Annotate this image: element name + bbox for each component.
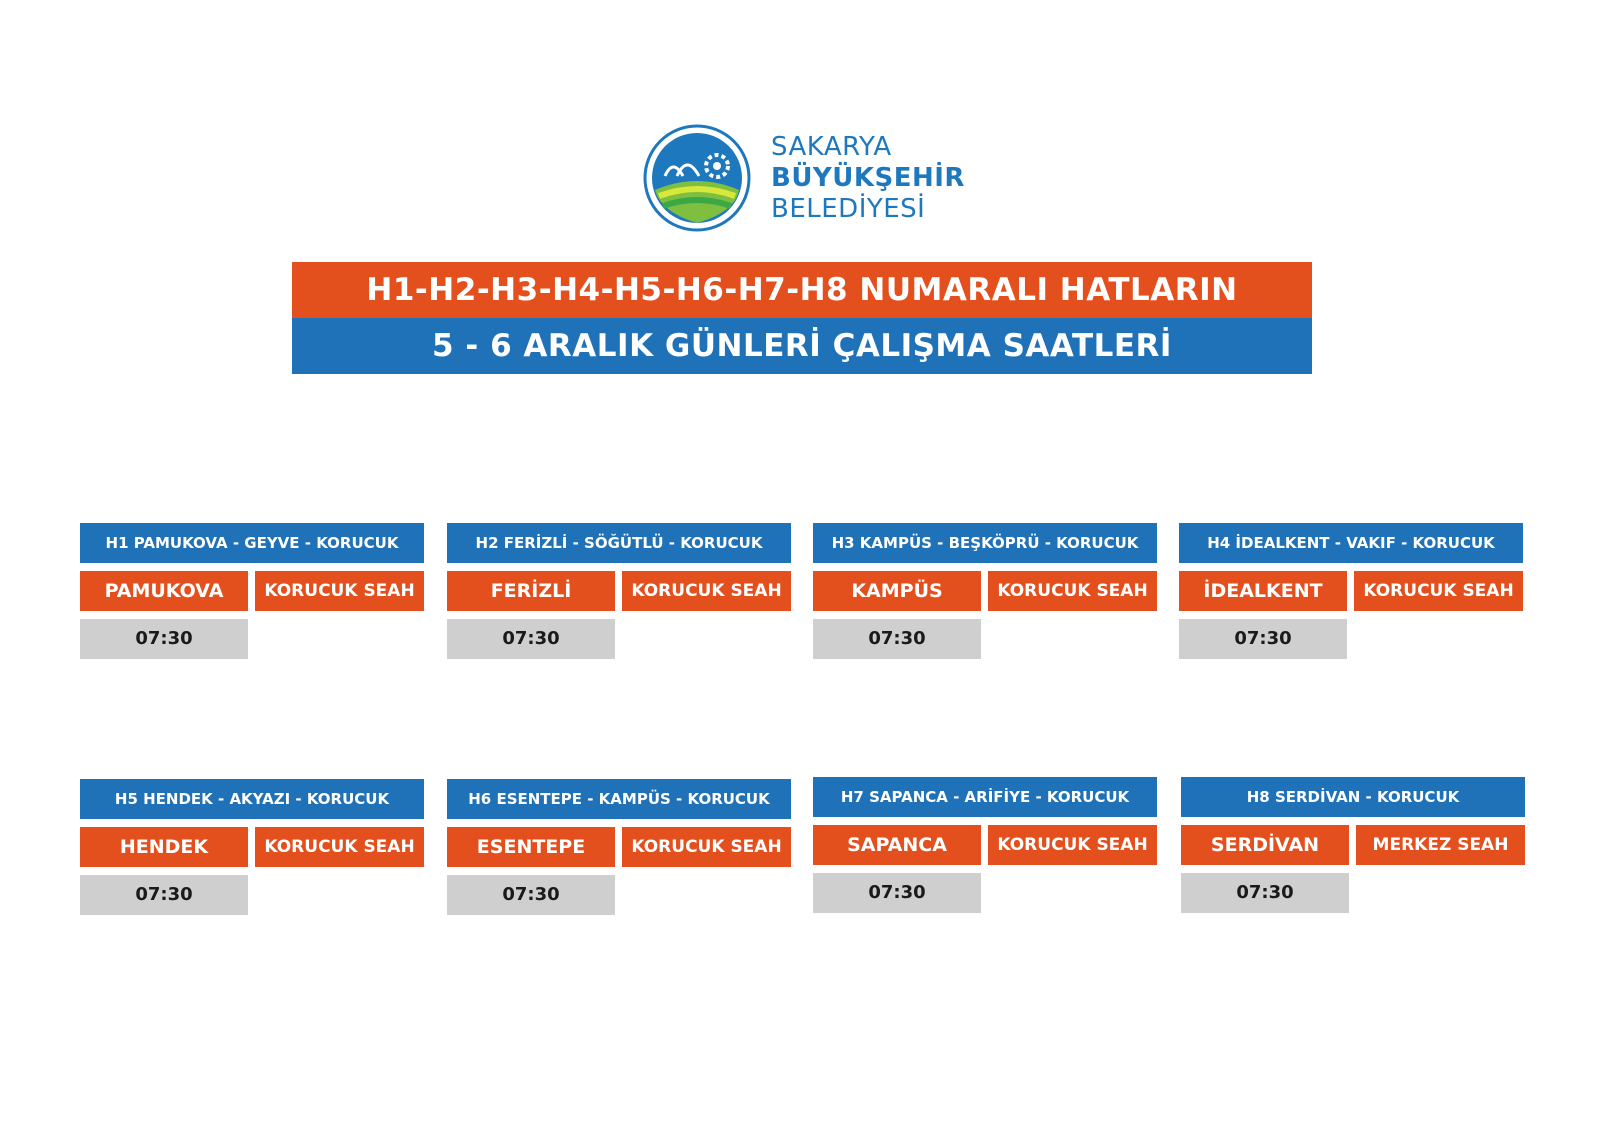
arrival-stop: MERKEZ SEAH: [1356, 825, 1525, 865]
route-card-h6: [447, 779, 791, 915]
arrival-stop: KORUCUK SEAH: [988, 825, 1157, 865]
arrival-stop: KORUCUK SEAH: [988, 571, 1157, 611]
page-title: H1-H2-H3-H4-H5-H6-H7-H8 NUMARALI HATLARIN: [292, 262, 1312, 318]
departure-time: 07:30: [1181, 873, 1349, 913]
departure-time: 07:30: [813, 619, 981, 659]
route-title: H8 SERDİVAN - KORUCUK: [1181, 777, 1525, 817]
arrival-stop: KORUCUK SEAH: [255, 571, 424, 611]
route-title: H7 SAPANCA - ARİFİYE - KORUCUK: [813, 777, 1157, 817]
departure-stop: İDEALKENT: [1179, 571, 1347, 611]
route-card-h2: [447, 523, 791, 659]
departure-time: 07:30: [447, 875, 615, 915]
municipality-logo: [643, 124, 973, 234]
arrival-stop: KORUCUK SEAH: [255, 827, 424, 867]
route-card-h8: [1181, 777, 1525, 913]
route-title: H2 FERİZLİ - SÖĞÜTLÜ - KORUCUK: [447, 523, 791, 563]
route-title: H1 PAMUKOVA - GEYVE - KORUCUK: [80, 523, 424, 563]
departure-stop: SERDİVAN: [1181, 825, 1349, 865]
logo-line-belediyesi: BELEDİYESİ: [771, 194, 926, 224]
route-card-h3: [813, 523, 1157, 659]
route-title: H6 ESENTEPE - KAMPÜS - KORUCUK: [447, 779, 791, 819]
departure-time: 07:30: [813, 873, 981, 913]
departure-stop: ESENTEPE: [447, 827, 615, 867]
route-card-h1: [80, 523, 424, 659]
departure-time: 07:30: [1179, 619, 1347, 659]
page-subtitle: 5 - 6 ARALIK GÜNLERİ ÇALIŞMA SAATLERİ: [292, 318, 1312, 374]
departure-time: 07:30: [447, 619, 615, 659]
municipality-emblem-icon: [643, 124, 751, 232]
arrival-stop: KORUCUK SEAH: [622, 571, 791, 611]
logo-line-sakarya: SAKARYA: [771, 132, 892, 162]
arrival-stop: KORUCUK SEAH: [622, 827, 791, 867]
route-card-h4: [1179, 523, 1523, 659]
route-card-h7: [813, 777, 1157, 913]
departure-stop: PAMUKOVA: [80, 571, 248, 611]
route-title: H3 KAMPÜS - BEŞKÖPRÜ - KORUCUK: [813, 523, 1157, 563]
logo-line-buyuksehir: BÜYÜKŞEHİR: [771, 163, 965, 193]
departure-stop: FERİZLİ: [447, 571, 615, 611]
route-card-h5: [80, 779, 424, 915]
route-title: H4 İDEALKENT - VAKIF - KORUCUK: [1179, 523, 1523, 563]
departure-time: 07:30: [80, 619, 248, 659]
departure-stop: HENDEK: [80, 827, 248, 867]
arrival-stop: KORUCUK SEAH: [1354, 571, 1523, 611]
departure-stop: SAPANCA: [813, 825, 981, 865]
departure-stop: KAMPÜS: [813, 571, 981, 611]
route-title: H5 HENDEK - AKYAZI - KORUCUK: [80, 779, 424, 819]
departure-time: 07:30: [80, 875, 248, 915]
